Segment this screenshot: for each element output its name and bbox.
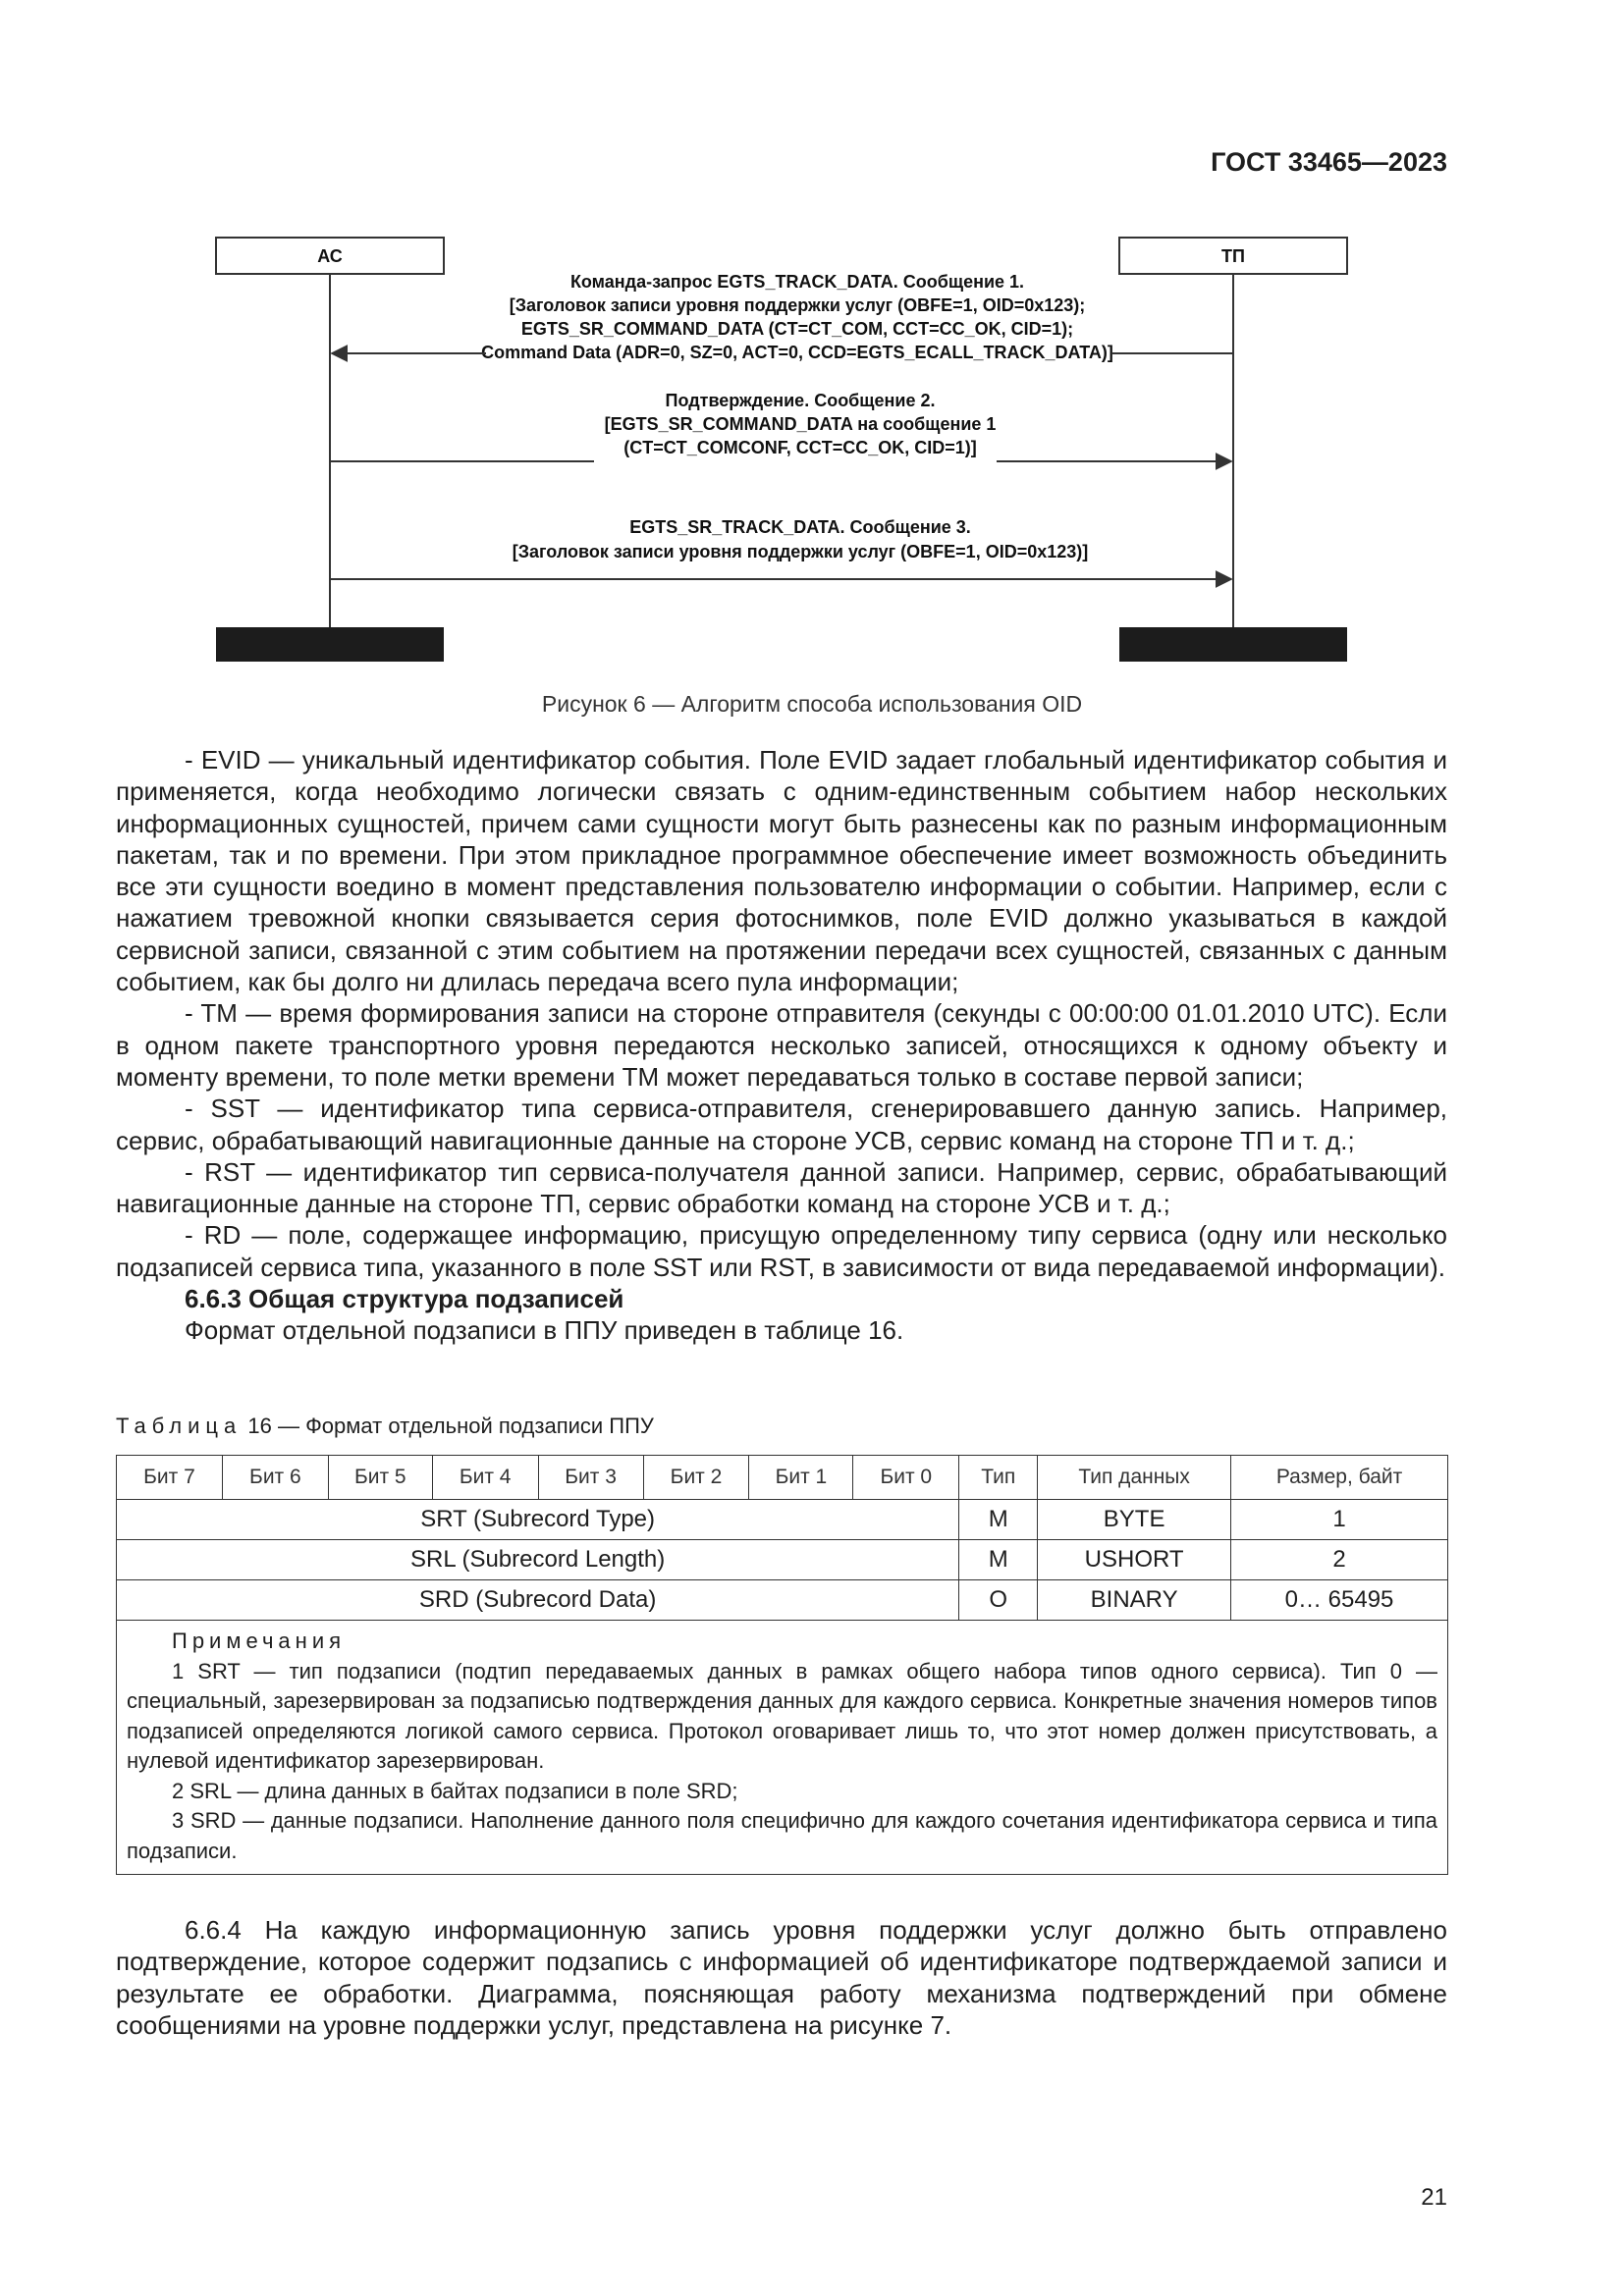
- figure-caption: Рисунок 6 — Алгоритм способа использования OID: [541, 691, 1083, 717]
- size-cell: 1: [1231, 1500, 1448, 1540]
- header-cell: Бит 2: [643, 1456, 749, 1500]
- header-cell: Бит 3: [538, 1456, 643, 1500]
- header-cell: Тип: [959, 1456, 1038, 1500]
- data-type-cell: USHORT: [1038, 1540, 1231, 1580]
- paragraph-tm: - TM — время формирования записи на стороне отправителя (секунды с 00:00:00 01.01.2010 UTC). Если в одном пакете транспортного уровня передаются несколько записей, относящихся к одному объекту и моменту времени, то поле метки времени TM может передаваться только в составе первой записи;: [116, 998, 1447, 1092]
- lifeline-end-as: [216, 627, 444, 662]
- msg2-line2: [EGTS_SR_COMMAND_DATA на сообщение 1: [604, 414, 997, 434]
- type-cell: M: [959, 1540, 1038, 1580]
- note-item: 3 SRD — данные подзаписи. Наполнение данного поля специфично для каждого сочетания идентификатора сервиса и типа подзаписи.: [127, 1808, 1437, 1863]
- header-cell: Бит 7: [117, 1456, 223, 1500]
- party-label-as: АС: [317, 246, 343, 266]
- table-caption: [116, 1414, 654, 1439]
- body-text: [116, 744, 1447, 1347]
- lifeline-end-tp: [1119, 627, 1347, 662]
- field-cell: SRL (Subrecord Length): [117, 1540, 959, 1580]
- subrecord-table: [116, 1455, 1448, 1875]
- field-cell: SRT (Subrecord Type): [117, 1500, 959, 1540]
- section-intro: Формат отдельной подзаписи в ППУ приведен в таблице 16.: [185, 1315, 904, 1346]
- msg1-line4: Command Data (ADR=0, SZ=0, ACT=0, CCD=EGTS_ECALL_TRACK_DATA)]: [481, 343, 1113, 362]
- paragraph-664: 6.6.4 На каждую информационную запись уровня поддержки услуг должно быть отправлено подтверждение, которое содержит подзапись с информацией об идентификаторе подтверждаемой записи и результате ее обработки. Диаграмма, поясняющая работу механизма подтверждений при обмене сообщениями на уровне поддержки услуг, представлена на рисунке 7.: [116, 1915, 1447, 2040]
- msg1-line2: [Заголовок записи уровня поддержки услуг (OBFE=1, OID=0x123);: [509, 295, 1086, 315]
- page-number: 21: [1421, 2184, 1447, 2211]
- msg3-line1: EGTS_SR_TRACK_DATA. Сообщение 3.: [629, 517, 971, 537]
- header-cell: Тип данных: [1038, 1456, 1231, 1500]
- size-cell: 2: [1231, 1540, 1448, 1580]
- table-notes: [117, 1621, 1448, 1875]
- header-cell: Бит 1: [749, 1456, 853, 1500]
- table-caption-word: Таблица: [116, 1414, 243, 1438]
- table-header-row: [117, 1456, 1448, 1500]
- document-id: ГОСТ 33465—2023: [1211, 147, 1447, 177]
- sequence-diagram: [211, 233, 1350, 665]
- note-item: 1 SRT — тип подзаписи (подтип передаваемых данных в рамках общего набора типов одного сервиса). Тип 0 — специальный, зарезервирован за подзаписью подтверждения данных для каждого сервиса. Конкретные значения номеров типов подзаписей определяются логикой самого сервиса. Протокол оговаривает лишь то, что этот номер должен присутствовать, а нулевой идентификатор зарезервирован.: [127, 1658, 1437, 1773]
- data-type-cell: BINARY: [1038, 1580, 1231, 1621]
- size-cell: 0… 65495: [1231, 1580, 1448, 1621]
- field-cell: SRD (Subrecord Data): [117, 1580, 959, 1621]
- closing-text: [116, 1914, 1447, 2041]
- msg3-line2: [Заголовок записи уровня поддержки услуг (OBFE=1, OID=0x123)]: [512, 542, 1089, 561]
- table-caption-rest: 16 — Формат отдельной подзаписи ППУ: [247, 1414, 654, 1438]
- party-label-tp: ТП: [1221, 246, 1245, 266]
- table-row: [117, 1500, 1448, 1540]
- data-type-cell: BYTE: [1038, 1500, 1231, 1540]
- header-cell: Бит 5: [328, 1456, 432, 1500]
- note-item: 2 SRL — длина данных в байтах подзаписи в поле SRD;: [172, 1778, 738, 1803]
- header-cell: Размер, байт: [1231, 1456, 1448, 1500]
- header-cell: Бит 6: [222, 1456, 328, 1500]
- msg2-line1: Подтверждение. Сообщение 2.: [665, 391, 936, 410]
- table-notes-row: [117, 1621, 1448, 1875]
- section-heading: 6.6.3 Общая структура подзаписей: [185, 1284, 624, 1314]
- paragraph-rd: - RD — поле, содержащее информацию, присущую определенному типу сервиса (одну или несколько подзаписей сервиса типа, указанного в поле SST или RST, в зависимости от вида передаваемой информации).: [116, 1220, 1447, 1282]
- msg1-line3: EGTS_SR_COMMAND_DATA (CT=CT_COM, CCT=CC_OK, CID=1);: [520, 319, 1074, 339]
- msg2-line3: (CT=CT_COMCONF, CCT=CC_OK, CID=1)]: [623, 438, 977, 457]
- header-cell: Бит 4: [432, 1456, 538, 1500]
- paragraph-sst: - SST — идентификатор типа сервиса-отправителя, сгенерировавшего данную запись. Например, сервис, обрабатывающий навигационные данные на стороне УСВ, сервис команд на стороне ТП и т. д.;: [116, 1094, 1447, 1155]
- type-cell: M: [959, 1500, 1038, 1540]
- table-row: [117, 1540, 1448, 1580]
- type-cell: O: [959, 1580, 1038, 1621]
- header-cell: Бит 0: [853, 1456, 959, 1500]
- msg1-line1: Команда-запрос EGTS_TRACK_DATA. Сообщение 1.: [569, 272, 1025, 292]
- paragraph-evid: - EVID — уникальный идентификатор события. Поле EVID задает глобальный идентификатор события и применяется, когда необходимо логически связать с одним-единственным событием набор нескольких информационных сущностей, причем сами сущности могут быть разнесены как по разным информационным пакетам, так и по времени. При этом прикладное программное обеспечение имеет возможность объединить все эти сущности воедино в момент представления пользователю информации о событии. Например, если с нажатием тревожной кнопки связывается серия фотоснимков, поле EVID должно указываться в каждой сервисной записи, связанной с этим событием на протяжении передачи всех сущностей, связанных с данным событием, как бы долго ни длилась передача всего пула информации;: [116, 745, 1447, 997]
- paragraph-rst: - RST — идентификатор тип сервиса-получателя данной записи. Например, сервис, обрабатывающий навигационные данные на стороне ТП, сервис обработки команд на стороне УСВ и т. д.;: [116, 1156, 1447, 1219]
- table-row: [117, 1580, 1448, 1621]
- notes-title: Примечания: [172, 1629, 347, 1653]
